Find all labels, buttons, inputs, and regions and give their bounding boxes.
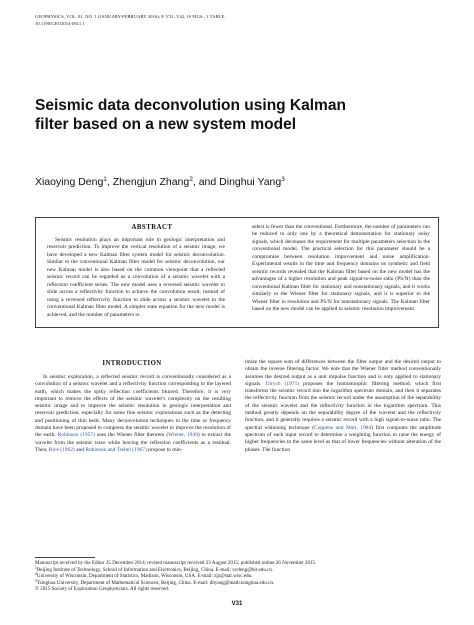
author-affiliation-mark[interactable]: 3 <box>281 176 285 183</box>
author-separator: , <box>106 176 113 188</box>
footnotes <box>35 560 445 593</box>
abstract-paragraph: Seismic resolution plays an important role in geologic interpretation and reservoir prediction. To improve the vertical resolution of a seismic image, we have developed a new Kalman filter system model for seismic deconvolution. Similar to the conventional Kalman filter model for seismic deconvolution, our new Kalman model is also based on the common viewpoint that a reflected seismic record can be regarded as a convolution of a seismic wavelet with a reflection coefficient series. The new model uses a reversed seismic wavelet to slide across a reflectivity function to achieve the convolution result, instead of using a reversed reflectivity function to slide across a seismic wavelet in the conventional Kalman filter model. A simpler state equation for the new model is achieved, and the number of parameters to <box>47 237 225 318</box>
body-text: ) to extract the wavelet from the seismic trace while leaving the reflection coefficients as a residual. Then, <box>35 432 231 453</box>
citation-link[interactable]: Wiener, 1949 <box>168 432 198 439</box>
abstract-column-left <box>47 237 225 319</box>
journal-header <box>35 14 415 28</box>
manuscript-dates: Manuscript received by the Editor 25 December 2014; revised manuscript received 23 August 2015; published online 26 November 2015. <box>35 560 317 566</box>
author-name: Xiaoying Deng <box>35 176 104 188</box>
body-text: In seismic exploration, a reflected seismic record is conventionally considered as a convolution of a seismic wavelet and a reflectivity function corresponding to the layered earth, which makes the spiky reflection coefficients blurred. Therefore, it is very important to remove the effects of the seismic wavelet’s complexity on the resulting seismic image and to improve the seismic resolution in geologic interpretation and reservoir prediction, especially for some fine seismic explorations such as the detecting and positioning of thin beds. Many deconvolution techniques in the time or frequency domain have been proposed to compress the seismic wavelet to improve the resolution of the earth. <box>35 374 231 439</box>
body-text: propose to min- <box>146 446 183 453</box>
article-title <box>35 96 395 134</box>
citation-link[interactable]: Robinson and Treitel (1967) <box>85 446 147 453</box>
author-list <box>35 176 435 189</box>
footnote-mark: 3 <box>35 578 37 583</box>
affiliation-footnote <box>35 573 445 580</box>
body-text: uses the Wiener filter theorem ( <box>94 432 169 439</box>
page-number: V31 <box>231 601 243 607</box>
body-text: and <box>74 446 86 453</box>
footnote-mark: 1 <box>35 565 37 570</box>
abstract-column-right <box>252 224 430 313</box>
affiliation-text: University of Wisconsin, Department of Statistics, Madison, Wisconsin, USA. E-mail: zjz@stat.wisc.edu. <box>36 573 253 580</box>
title-line-2: filter based on a new system model <box>35 116 296 133</box>
body-text: ) first computes the amplitude spectrum of each input record to determine a weighting function to raise the energy of higher frequencies to the same level as that of lower frequencies without alteration of the phases. The function <box>245 424 442 453</box>
body-column-right <box>245 359 441 454</box>
citation-link[interactable]: Rice (1962) <box>48 446 75 453</box>
author-name: Dinghui Yang <box>219 176 282 188</box>
author-affiliation-mark[interactable]: 1 <box>103 176 107 183</box>
body-paragraph <box>35 374 231 454</box>
body-paragraph <box>245 359 441 454</box>
footnote-divider <box>35 557 95 558</box>
body-text: proposes the homomorphic filtering method, which first transforms the seismic record into the logarithm spectrum domain, and then it separates the reflectivity function from the seismic record under the assumption of the separability of the seismic wavelet and the reflectivity function in the logarithm spectrum. This method greatly depends on the separability degree of the wavelet and the reflectivity function, and it generally requires a seismic record with a high signal-to-noise ratio. The spectral whitening technique ( <box>245 380 441 431</box>
section-heading-introduction: INTRODUCTION <box>102 360 162 367</box>
abstract-paragraph: select is fewer than the conventional. Furthermore, the number of parameters can be reduced to only one by a theoretical demonstration for stationary noisy signals, which decreases the requirement for multiple parameters selection in the conventional model. The practical selection for this parameter should be a compromise between resolution improvement and noise amplification. Experimental results in the time and frequency domains on synthetic and field seismic records revealed that the Kalman filter based on the new model has the advantages of a higher resolution and peak signal-to-noise ratio (PS/N) than the conventional Kalman filter for stationary and nonstationary signals, and it works similarly to the Wiener filter for stationary signals, and it is superior to the Wiener filter in resolution and PS/N for nonstationary signals. The Kalman filter based on the new model can be applied to seismic resolution improvement. <box>252 224 430 312</box>
author-separator: , and <box>192 176 220 188</box>
author-name: Zhengjun Zhang <box>112 176 190 188</box>
doi[interactable]: 10.1190/GEO2014-0611.1 <box>35 20 85 26</box>
citation-link[interactable]: Ulrych (1971) <box>265 380 300 387</box>
author-affiliation-mark[interactable]: 2 <box>189 176 193 183</box>
affiliation-text: Beijing Institute of Technology, School of Information and Electronics, Beijing, China. E-mail: xydeng@bit.edu.cn. <box>36 566 274 573</box>
footnote-mark: 2 <box>35 572 37 577</box>
citation-link[interactable]: Robinson (1957) <box>57 432 95 439</box>
abstract-heading: ABSTRACT <box>131 224 173 231</box>
copyright-notice: © 2015 Society of Exploration Geophysicists. All rights reserved. <box>35 586 170 593</box>
body-text: imize the square sum of differences between the filter output and the desired output to obtain the inverse filtering factor. We note that the Wiener filter method conventionally assumes the desired output as a unit impulse function and is only applied to stationary signals. <box>245 359 441 387</box>
journal-citation: GEOPHYSICS, VOL. 81, NO. 1 (JANUARY-FEBRUARY 2016); P. V31–V42, 10 FIGS., 1 TABLE. <box>35 14 226 19</box>
citation-link[interactable]: Coppens and Mari, 1984 <box>314 424 372 431</box>
affiliation-text: Tsinghua University, Department of Mathematical Sciences, Beijing, China. E-mail: dhyang@math.tsinghua.edu.cn. <box>36 579 275 586</box>
title-line-1: Seismic data deconvolution using Kalman <box>35 97 346 114</box>
body-column-left <box>35 374 231 454</box>
